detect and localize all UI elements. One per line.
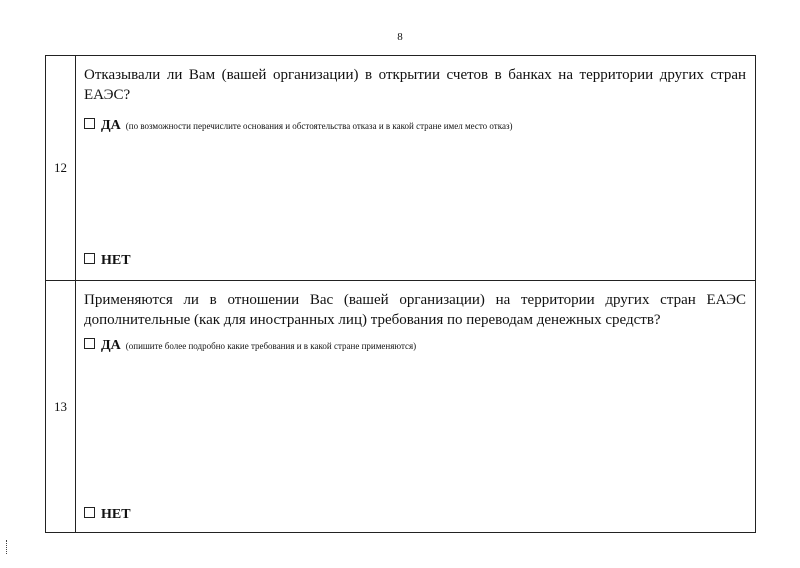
page-number: 8 (397, 31, 403, 43)
question-number: 13 (46, 281, 76, 533)
checkbox-icon[interactable] (84, 507, 95, 518)
no-option[interactable] (84, 253, 131, 269)
question-text: Применяются ли в отношении Вас (вашей организации) на территории других стран ЕАЭС дополнительные (как для иностранных лиц) требования по переводам денежных средств? (84, 292, 746, 328)
checkbox-icon[interactable] (84, 338, 95, 349)
questionnaire-table (45, 55, 756, 533)
yes-option[interactable] (84, 338, 416, 354)
question-cell (76, 281, 756, 533)
question-cell (76, 56, 756, 281)
yes-note: (опишите более подробно какие требования и в какой стране применяются) (125, 341, 417, 351)
no-label: НЕТ (101, 253, 131, 268)
yes-option[interactable] (84, 118, 513, 134)
table-row (46, 281, 756, 533)
no-option[interactable] (84, 507, 131, 523)
question-number: 12 (46, 56, 76, 281)
checkbox-icon[interactable] (84, 253, 95, 264)
checkbox-icon[interactable] (84, 118, 95, 129)
margin-mark (6, 540, 8, 554)
no-label: НЕТ (101, 507, 131, 522)
yes-label: ДА (101, 338, 121, 353)
yes-label: ДА (101, 118, 121, 133)
table-row (46, 56, 756, 281)
question-text: Отказывали ли Вам (вашей организации) в открытии счетов в банках на территории других стран ЕАЭС? (84, 67, 746, 103)
yes-note: (по возможности перечислите основания и обстоятельства отказа и в какой стране имел место отказ) (125, 121, 513, 131)
